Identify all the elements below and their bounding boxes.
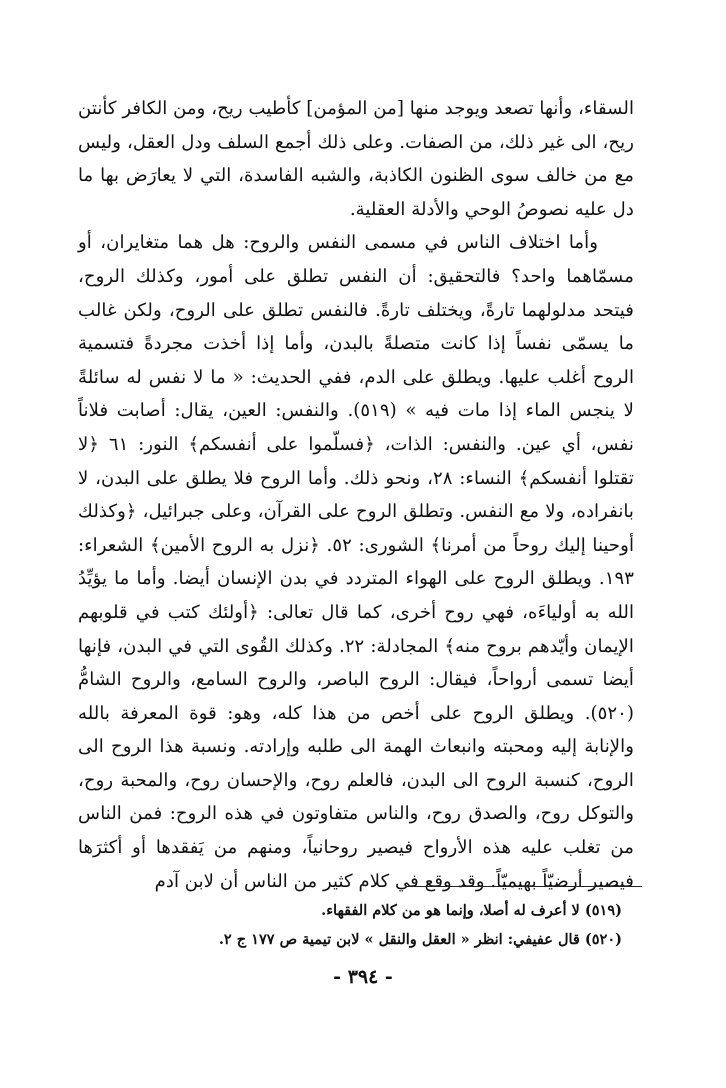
footnote-separator bbox=[407, 886, 642, 887]
main-text bbox=[78, 92, 634, 898]
footnote-520: (٥٢٠) قال عفيفي: انظر « العقل والنقل » لابن تيمية ص ١٧٧ ج ٢. bbox=[218, 931, 622, 948]
footnote-519: (٥١٩) لا أعرف له أصلا، وإنما هو من كلام الفقهاء. bbox=[321, 902, 622, 919]
page-number: - ٣٩٤ - bbox=[333, 966, 393, 988]
paragraph-2: وأما اختلاف الناس في مسمى النفس والروح: هل هما متغايران، أو مسمّاهما واحد؟ فالتحقيق: أن النفس تطلق على أمور، وكذلك الروح، فيتحد مدلولهما تارةً، ويختلف تارةً. فالنفس تطلق على الروح، ولكن غالب ما يسمّى نفساً إذا كانت متصلةً بالبدن، وأما إذا أخذت مجردةً فتسمية الروح أغلب عليها. ويطلق على الدم، ففي الحديث: « ما لا نفس له سائلةً لا ينجس الماء إذا مات فيه » (٥١٩). والنفس: العين، يقال: أصابت فلاناً نفس، أي عين. والنفس: الذات، ﴿فسلّموا على أنفسكم﴾ النور: ٦١ ﴿لا تقتلوا أنفسكم﴾ النساء: ٢٨، ونحو ذلك. وأما الروح فلا يطلق على البدن، لا بانفراده، ولا مع النفس. وتطلق الروح على القرآن، وعلى جبرائيل، ﴿وكذلك أوحينا إليك روحاً من أمرنا﴾ الشورى: ٥٢. ﴿نزل به الروح الأمين﴾ الشعراء: ١٩٣. ويطلق الروح على الهواء المتردد في بدن الإنسان أيضا. وأما ما يؤيِّدُ الله به أولياءَه، فهي روح أخرى، كما قال تعالى: ﴿أولئك كتب في قلوبهم الإيمان وأيّدهم بروح منه﴾ المجادلة: ٢٢. وكذلك القُوى التي في البدن، فإنها أيضا تسمى أرواحاً، فيقال: الروح الباصر، والروح السامع، والروح الشامُّ (٥٢٠). ويطلق الروح على أخص من هذا كله، وهو: قوة المعرفة بالله والإنابة إليه ومحبته وانبعاث الهمة الى طلبه وإرادته. ونسبة هذا الروح الى الروح، كنسبة الروح الى البدن، فالعلم روح، والإحسان روح، والمحبة روح، والتوكل روح، والصدق روح، والناس متفاوتون في هذه الروح: فمن الناس من تغلب عليه هذه الأرواح فيصير روحانياً، ومنهم من يَفقدها أو أكثرَها فيصير أرضيّاً بهيميّاً. وقد وقع في كلام كثير من الناس أن لابن آدم bbox=[78, 232, 635, 892]
footnotes bbox=[78, 896, 634, 954]
paragraph-1: السقاء، وأنها تصعد ويوجد منها [من المؤمن] كأطيب ريح، ومن الكافر كأنتن ريح، الى غير ذلك، من الصفات. وعلى ذلك أجمع السلف ودل العقل، وليس مع من خالف سوى الظنون الكاذبة، والشبه الفاسدة، التي لا يعارَض بها ما دل عليه نصوصُ الوحي والأدلة العقلية. bbox=[78, 98, 634, 220]
